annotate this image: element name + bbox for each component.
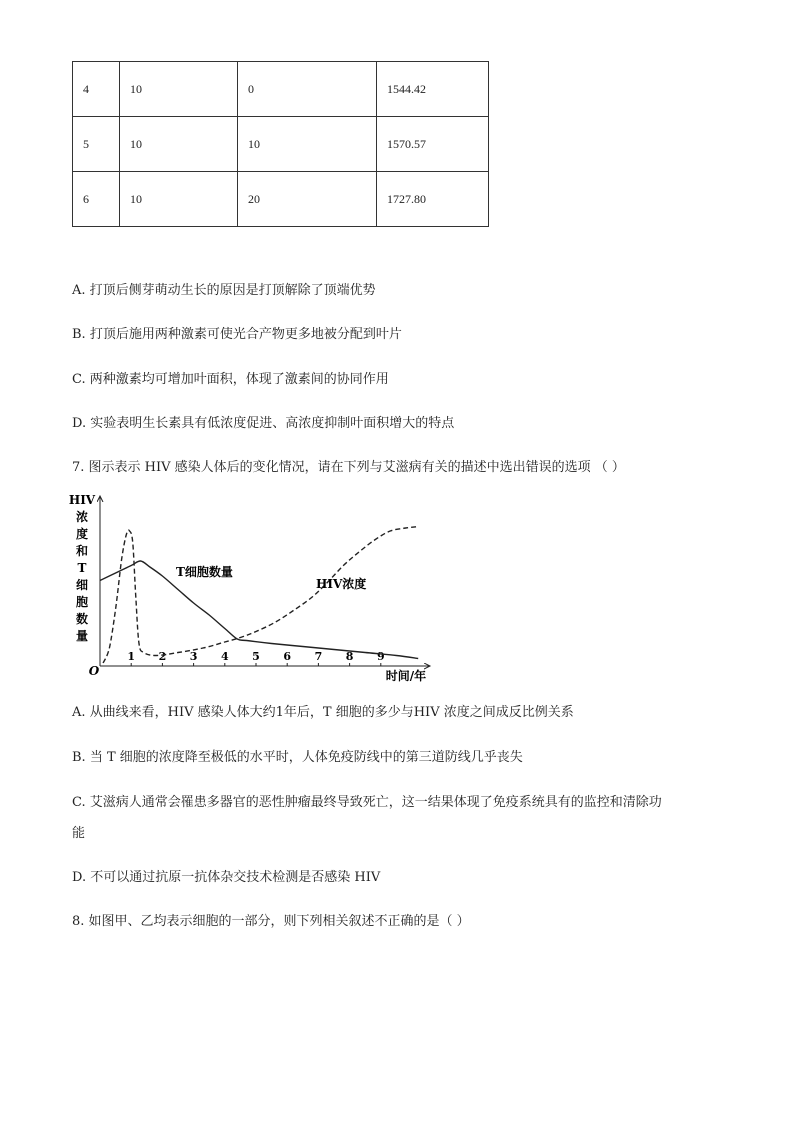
table-cell: 5: [73, 117, 120, 172]
table-cell: 1570.57: [377, 117, 489, 172]
series-label-t-cell: T细胞数量: [176, 565, 233, 579]
table-cell: 6: [73, 172, 120, 227]
x-tick-label: 5: [252, 650, 260, 663]
q8-stem: 8. 如图甲、乙均表示细胞的一部分，则下列相关叙述不正确的是（ ）: [72, 914, 470, 929]
q6-option-b: B. 打顶后施用两种激素可使光合产物更多地被分配到叶片: [72, 327, 402, 342]
y-axis-label-char: 细: [75, 578, 89, 592]
x-tick-label: 4: [220, 650, 229, 663]
y-axis-label-char: T: [77, 561, 87, 575]
y-axis-label-char: 度: [75, 527, 89, 541]
table-cell: 20: [238, 172, 377, 227]
y-axis-label-char: HIV: [68, 493, 96, 507]
table-cell: 10: [238, 117, 377, 172]
y-axis-label-char: 胞: [75, 595, 89, 609]
y-axis-label-char: 量: [75, 629, 89, 643]
q7-stem: 7. 图示表示 HIV 感染人体后的变化情况，请在下列与艾滋病有关的描述中选出错误的选项 （ ）: [72, 460, 625, 475]
y-axis-label-char: 和: [75, 544, 89, 558]
y-axis-label-char: 浓: [75, 510, 89, 524]
x-tick-label: 8: [345, 650, 354, 663]
table-cell: 1544.42: [377, 62, 489, 117]
table-cell: 10: [120, 172, 238, 227]
q7-option-c: C. 艾滋病人通常会罹患多器官的恶性肿瘤最终导致死亡，这一结果体现了免疫系统具有的监控和清除功: [72, 795, 662, 810]
table-cell: 10: [120, 62, 238, 117]
series-line-t-cell: [100, 561, 418, 659]
q6-option-c: C. 两种激素均可增加叶面积，体现了激素间的协同作用: [72, 372, 389, 387]
table-row: [73, 172, 489, 227]
origin-label: O: [88, 664, 100, 678]
x-tick-label: 6: [283, 650, 292, 663]
x-tick-label: 1: [127, 650, 136, 663]
table-cell: 10: [120, 117, 238, 172]
table-row: [73, 62, 489, 117]
table-cell: 4: [73, 62, 120, 117]
x-tick-label: 9: [376, 650, 385, 663]
table-cell: 0: [238, 62, 377, 117]
y-axis-label-char: 数: [75, 612, 89, 626]
q7-option-b: B. 当 T 细胞的浓度降至极低的水平时，人体免疫防线中的第三道防线几乎丧失: [72, 750, 523, 765]
x-axis-label: 时间/年: [385, 669, 427, 683]
q7-option-c-cont: 能: [72, 826, 86, 841]
x-tick-label: 7: [314, 650, 323, 663]
x-tick-label: 3: [189, 650, 198, 663]
x-axis-ticks: [127, 650, 384, 666]
q6-option-a: A. 打顶后侧芽萌动生长的原因是打顶解除了顶端优势: [72, 283, 376, 298]
experiment-table: [72, 61, 489, 227]
table-row: [73, 117, 489, 172]
y-axis-label: [69, 493, 96, 643]
table-cell: 1727.80: [377, 172, 489, 227]
q7-option-d: D. 不可以通过抗原一抗体杂交技术检测是否感染 HIV: [72, 870, 381, 885]
series-label-hiv: HIV浓度: [316, 577, 367, 591]
x-tick-label: 2: [158, 650, 167, 663]
q7-option-a: A. 从曲线来看，HIV 感染人体大约1年后，T 细胞的多少与HIV 浓度之间成反比例关系: [72, 705, 574, 720]
q6-option-d: D. 实验表明生长素具有低浓度促进、高浓度抑制叶面积增大的特点: [72, 416, 455, 431]
hiv-t-cell-chart: [68, 488, 440, 688]
